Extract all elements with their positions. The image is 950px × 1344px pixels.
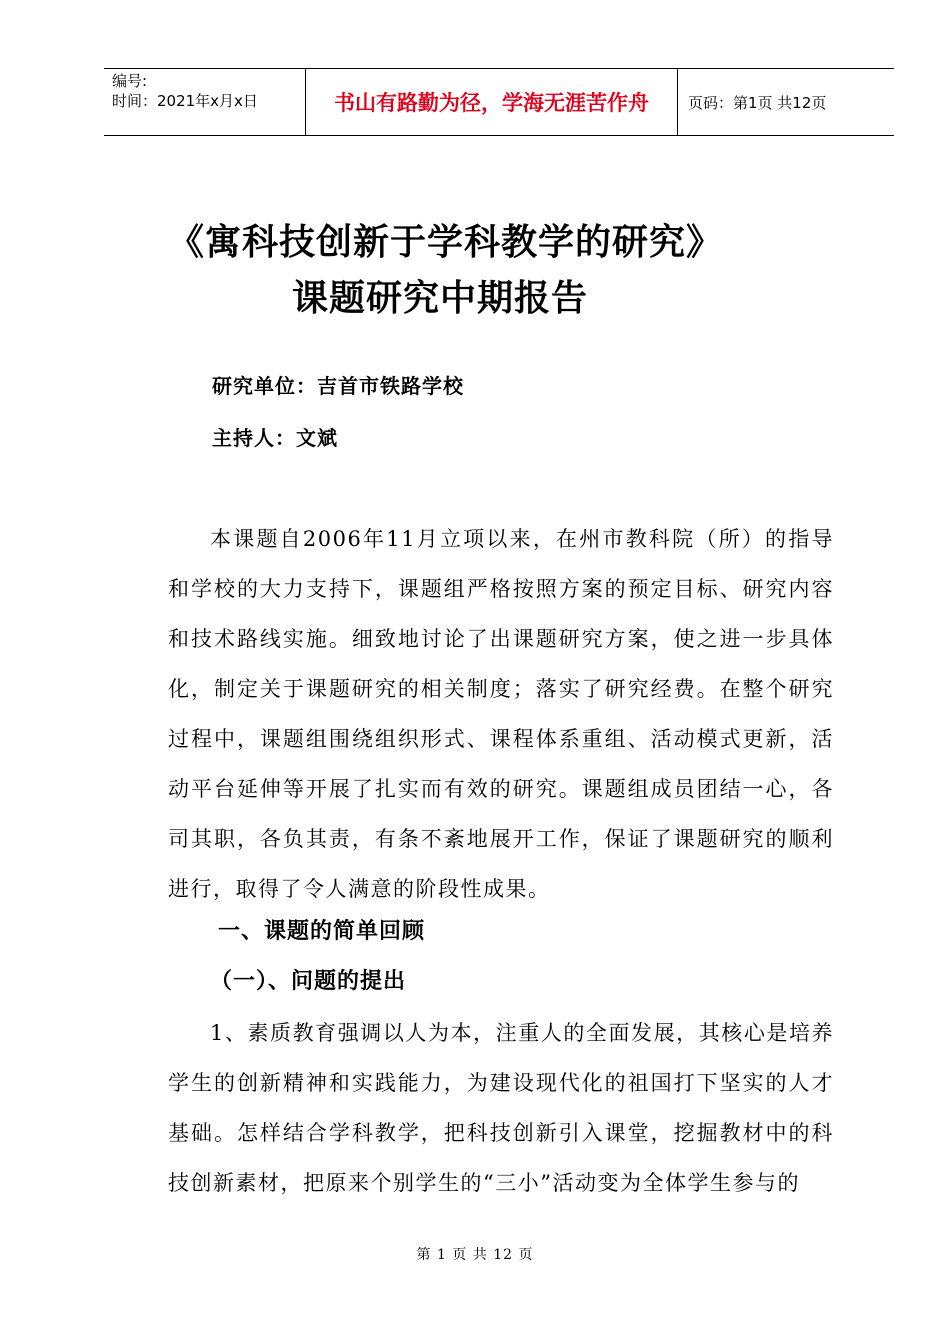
header-motto-cell <box>306 69 678 135</box>
section-heading: 一、课题的简单回顾 <box>218 919 426 944</box>
host-name: 主持人：文斌 <box>212 426 338 450</box>
number-label: 编号: <box>112 72 148 90</box>
page-footer: 第 1 页 共 12 页 <box>416 1247 534 1263</box>
research-unit: 研究单位：吉首市铁路学校 <box>212 374 464 398</box>
point1-paragraph: 1、素质教育强调以人为本，注重人的全面发展，其核心是培养学生的创新精神和实践能力，为建设现代化的祖国打下坚实的人才基础。怎样结合学科教学，把科技创新引入课堂，挖掘教材中的科技创新素材，把原来个别学生的“三小”活动变为全体学生参与的 <box>168 1021 834 1195</box>
document-header <box>104 68 894 136</box>
intro-section <box>168 514 834 914</box>
page-info: 页码：第1页 共12页 <box>688 93 827 112</box>
point1-section <box>168 1008 834 1208</box>
date-label: 时间：2021年x月x日 <box>112 92 258 110</box>
document-title-line1: 《寓科技创新于学科教学的研究》 <box>168 222 724 263</box>
header-page-cell <box>678 69 894 135</box>
document-title-line2: 课题研究中期报告 <box>292 278 589 319</box>
motto-text: 书山有路勤为径，学海无涯苦作舟 <box>334 91 649 115</box>
header-meta-cell <box>104 69 306 135</box>
intro-paragraph: 本课题自2006年11月立项以来，在州市教科院（所）的指导和学校的大力支持下，课题组严格按照方案的预定目标、研究内容和技术路线实施。细致地讨论了出课题研究方案，使之进一步具体化，制定关于课题研究的相关制度；落实了研究经费。在整个研究过程中，课题组围绕组织形式、课程体系重组、活动模式更新，活动平台延伸等开展了扎实而有效的研究。课题组成员团结一心，各司其职，各负其责，有条不紊地展开工作，保证了课题研究的顺利进行，取得了令人满意的阶段性成果。 <box>168 527 834 901</box>
subsection-heading: （一）、问题的提出 <box>210 969 407 994</box>
